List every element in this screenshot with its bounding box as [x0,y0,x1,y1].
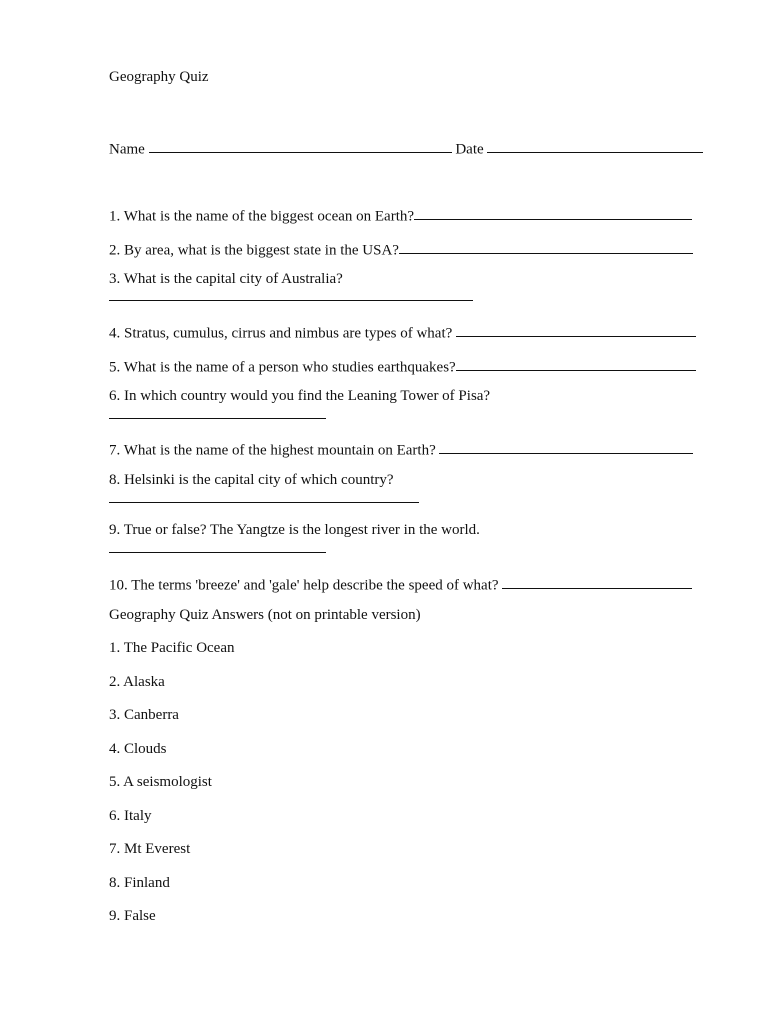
answer-field[interactable] [109,502,419,503]
question-5 [109,356,696,375]
name-label: Name [109,141,149,158]
question-text: 1. What is the name of the biggest ocean on Earth? [109,208,415,225]
question-7 [109,439,693,458]
answer-field[interactable] [456,322,696,337]
question-text: 10. The terms 'breeze' and 'gale' help describe the speed of what? [109,577,503,594]
answer-field[interactable] [109,300,473,301]
answer-item: 2. Alaska [109,674,165,690]
answer-item: 9. False [109,908,156,924]
answer-field[interactable] [109,552,326,553]
answer-item: 4. Clouds [109,741,167,757]
answer-field[interactable] [414,205,692,220]
answer-item: 1. The Pacific Ocean [109,640,235,656]
question-text: 5. What is the name of a person who studies earthquakes? [109,359,456,376]
answer-field[interactable] [439,439,693,454]
question-text: 3. What is the capital city of Australia? [109,271,343,287]
question-4 [109,322,696,341]
question-8 [109,473,394,488]
question-text: 2. By area, what is the biggest state in the USA? [109,242,399,259]
name-date-line [109,138,703,157]
answer-item: 5. A seismologist [109,774,212,790]
date-field[interactable] [487,138,703,153]
question-3 [109,272,343,287]
question-text: 7. What is the name of the highest mountain on Earth? [109,442,440,459]
question-2 [109,239,693,258]
question-text: 8. Helsinki is the capital city of which country? [109,472,394,488]
answer-field[interactable] [456,356,696,371]
question-text: 9. True or false? The Yangtze is the longest river in the world. [109,522,480,538]
answer-item: 6. Italy [109,808,152,824]
question-1 [109,205,692,224]
question-9 [109,523,480,538]
answer-item: 3. Canberra [109,707,179,723]
question-text: 4. Stratus, cumulus, cirrus and nimbus are types of what? [109,325,457,342]
question-text: 6. In which country would you find the Leaning Tower of Pisa? [109,388,491,404]
page-title: Geography Quiz [109,69,209,85]
question-6 [109,389,490,404]
question-10 [109,574,692,593]
answer-item: 7. Mt Everest [109,841,191,857]
answer-field[interactable] [502,574,692,589]
answers-heading: Geography Quiz Answers (not on printable version) [109,607,421,623]
name-field[interactable] [149,138,452,153]
answer-field[interactable] [399,239,693,254]
answer-item: 8. Finland [109,875,170,891]
date-label: Date [451,141,488,158]
answer-field[interactable] [109,418,326,419]
